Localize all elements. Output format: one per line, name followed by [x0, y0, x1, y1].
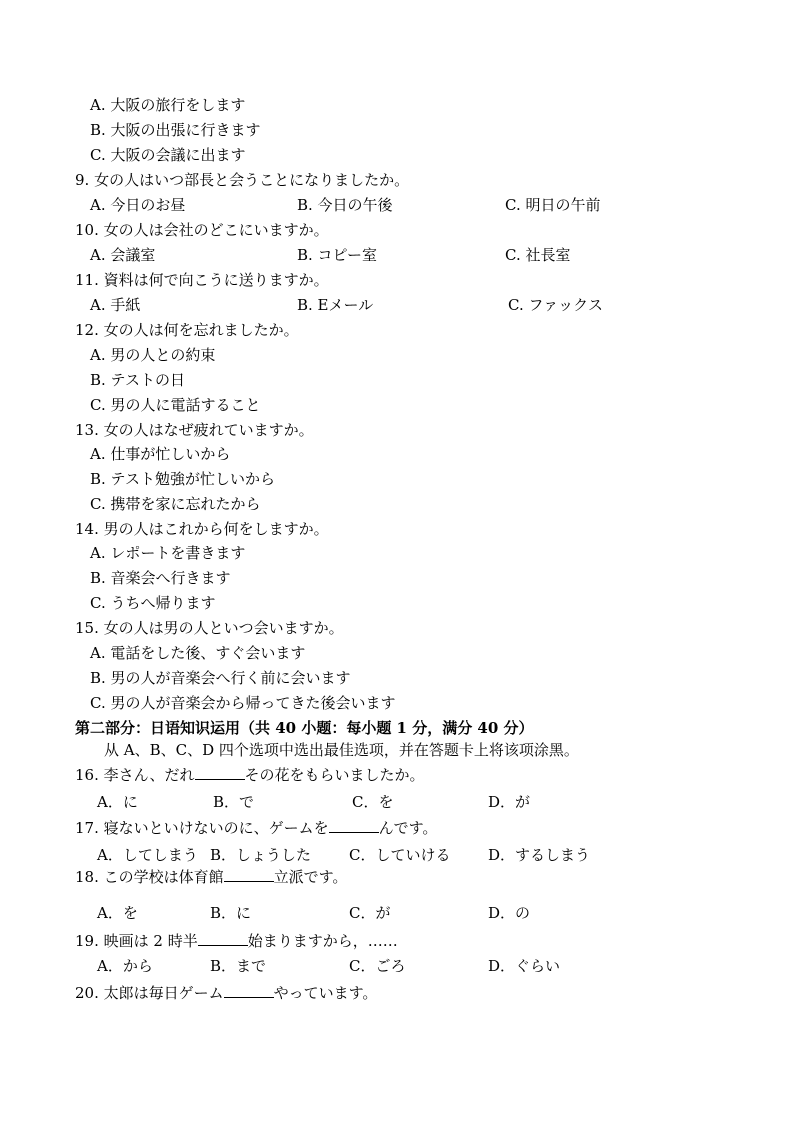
q10-option-c: C. 社長室 — [505, 246, 571, 264]
q11-option-c: C. ファックス — [508, 296, 604, 314]
q18-option-c: C．が — [349, 904, 391, 922]
q12-stem: 12. 女の人は何を忘れましたか。 — [75, 321, 299, 339]
q19-stem-post: 始まりますから，…… — [247, 932, 398, 950]
part2-instruction: 从 A、B、C、D 四个选项中选出最佳选项，并在答题卡上将该项涂黑。 — [104, 741, 579, 759]
q18-stem-post: 立派です。 — [273, 868, 348, 886]
q17-option-b: B．しょうした — [210, 846, 312, 864]
q10-option-b: B. コピー室 — [297, 246, 377, 264]
q14-option-a: A. レポートを書きます — [90, 544, 246, 562]
q16-stem-post: その花をもらいましたか。 — [244, 766, 425, 784]
q17-stem — [75, 818, 437, 838]
q9-stem: 9. 女の人はいつ部長と会うことになりましたか。 — [75, 171, 410, 189]
q19-option-b: B．まで — [210, 957, 267, 975]
q14-stem: 14. 男の人はこれから何をしますか。 — [75, 520, 329, 538]
q17-option-a: A．してしまう — [97, 846, 198, 864]
q18-stem-pre: 18. この学校は体育館 — [75, 868, 224, 886]
q8-option-b: B. 大阪の出張に行きます — [90, 121, 261, 139]
q19-stem — [75, 931, 398, 951]
q12-option-b: B. テストの日 — [90, 371, 185, 389]
q20-stem-post: やっています。 — [273, 984, 378, 1002]
q19-option-d: D．ぐらい — [488, 957, 561, 975]
q9-option-b: B. 今日の午後 — [297, 196, 393, 214]
q11-option-a: A. 手紙 — [90, 296, 141, 314]
q17-stem-post: んです。 — [378, 819, 438, 837]
q13-stem: 13. 女の人はなぜ疲れていますか。 — [75, 421, 314, 439]
q13-option-a: A. 仕事が忙しいから — [90, 445, 231, 463]
q17-blank — [329, 818, 379, 833]
q16-stem-pre: 16. 李さん、だれ — [75, 766, 195, 784]
q8-option-a: A. 大阪の旅行をします — [90, 96, 246, 114]
q17-stem-pre: 17. 寝ないといけないのに、ゲームを — [75, 819, 329, 837]
q16-option-a: A．に — [97, 793, 138, 811]
q10-stem: 10. 女の人は会社のどこにいますか。 — [75, 221, 329, 239]
q16-stem — [75, 765, 425, 785]
q12-option-c: C. 男の人に電話すること — [90, 396, 261, 414]
q18-stem — [75, 867, 347, 887]
q19-stem-pre: 19. 映画は 2 時半 — [75, 932, 198, 950]
q18-blank — [224, 867, 274, 882]
q18-option-a: A．を — [97, 904, 138, 922]
q8-option-c: C. 大阪の会議に出ます — [90, 146, 246, 164]
q19-option-c: C．ごろ — [349, 957, 406, 975]
q11-stem: 11. 資料は何で向こうに送りますか。 — [75, 271, 329, 289]
q16-blank — [195, 765, 245, 780]
q15-stem: 15. 女の人は男の人といつ会いますか。 — [75, 619, 344, 637]
q15-option-a: A. 電話をした後、すぐ会います — [90, 644, 306, 662]
q20-stem-pre: 20. 太郎は毎日ゲーム — [75, 984, 224, 1002]
q19-blank — [198, 931, 248, 946]
q20-stem — [75, 983, 377, 1003]
q16-option-d: D．が — [488, 793, 531, 811]
q9-option-c: C. 明日の午前 — [505, 196, 601, 214]
q13-option-b: B. テスト勉強が忙しいから — [90, 470, 275, 488]
q16-option-b: B．で — [213, 793, 255, 811]
q18-option-b: B．に — [210, 904, 252, 922]
q15-option-c: C. 男の人が音楽会から帰ってきた後会います — [90, 694, 396, 712]
q14-option-b: B. 音楽会へ行きます — [90, 569, 231, 587]
q20-blank — [224, 983, 274, 998]
q12-option-a: A. 男の人との約束 — [90, 346, 216, 364]
q17-option-d: D．するしまう — [488, 846, 591, 864]
q16-option-c: C．を — [352, 793, 394, 811]
part2-title: 第二部分：日语知识运用（共 40 小题：每小题 1 分，满分 40 分） — [75, 719, 534, 737]
q14-option-c: C. うちへ帰ります — [90, 594, 216, 612]
q15-option-b: B. 男の人が音楽会へ行く前に会います — [90, 669, 351, 687]
q13-option-c: C. 携帯を家に忘れたから — [90, 495, 261, 513]
q9-option-a: A. 今日のお昼 — [90, 196, 186, 214]
q19-option-a: A．から — [97, 957, 153, 975]
q11-option-b: B. Eメール — [297, 296, 374, 314]
q10-option-a: A. 会議室 — [90, 246, 156, 264]
q17-option-c: C．していける — [349, 846, 451, 864]
q18-option-d: D．の — [488, 904, 531, 922]
